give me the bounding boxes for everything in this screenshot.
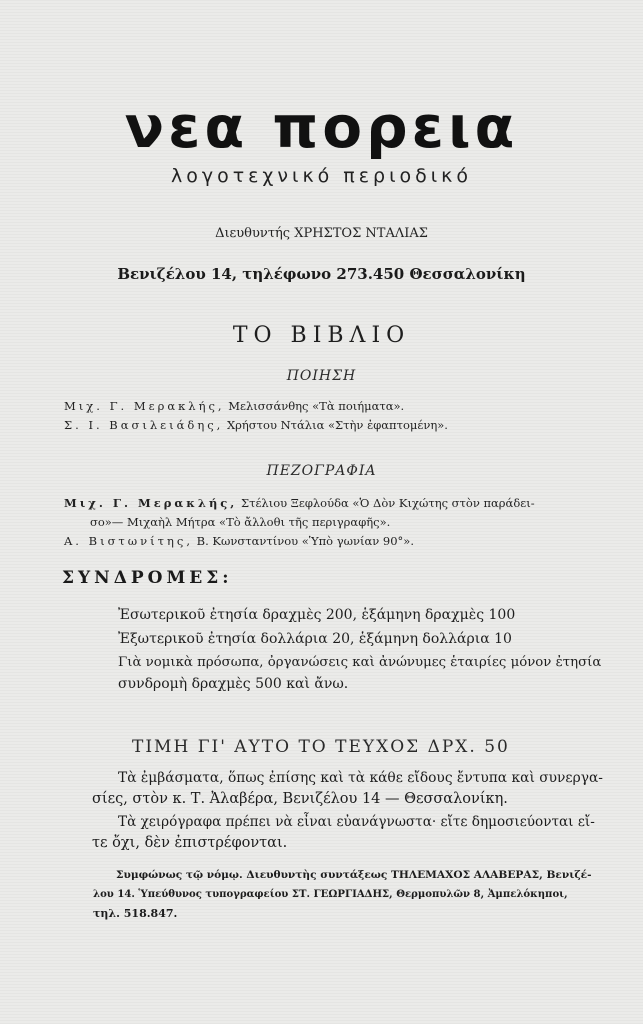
subscription-line: Γιὰ νομικὰ πρόσωπα, ὀργανώσεις καὶ ἀνώνυμες ἑταιρίες μόνον ἐτησία <box>118 655 602 670</box>
notice-line: σίες, στὸν κ. Τ. Ἀλαβέρα, Βενιζέλου 14 — Θεσσαλονίκη. <box>92 791 508 807</box>
prose-entry <box>64 533 414 549</box>
issue-price: ΤΙΜΗ ΓΙ' ΑΥΤΟ ΤΟ ΤΕΥΧΟΣ ΔΡΧ. 50 <box>132 737 510 757</box>
address-line: Βενιζέλου 14, τηλέφωνο 273.450 Θεσσαλονίκη <box>117 265 526 283</box>
entry-author: Μιχ. Γ. Μερακλής, <box>64 496 238 510</box>
subscription-line: συνδρομὴ δραχμὲς 500 καὶ ἄνω. <box>118 676 349 692</box>
prose-entry <box>64 495 535 511</box>
magazine-subtitle: λογοτεχνικό περιοδικό <box>170 165 473 187</box>
entry-text: σο»— Μιχαὴλ Μήτρα «Τὸ ἄλλοθι τῆς περιγραφῆς». <box>90 515 391 529</box>
entry-author: Α. Βιστωνίτης, <box>64 534 194 548</box>
entry-text: Μελισσάνθης «Τὰ ποιήματα». <box>228 399 405 413</box>
notice-line: Τὰ ἐμβάσματα, ὅπως ἐπίσης καὶ τὰ κάθε εἴδους ἔντυπα καὶ συνεργα- <box>118 770 603 786</box>
entry-text: Β. Κωνσταντίνου «Ὑπὸ γωνίαν 90°». <box>196 534 414 548</box>
subscription-line: Ἐσωτερικοῦ ἐτησία δραχμὲς 200, ἑξάμηνη δραχμὲς 100 <box>118 607 516 623</box>
entry-author: Μιχ. Γ. Μερακλής, <box>64 399 225 413</box>
entry-text: Χρήστου Ντάλια «Στὴν ἐφαπτομένη». <box>226 418 448 432</box>
legal-line: τηλ. 518.847. <box>93 907 178 920</box>
poetry-entry <box>64 417 448 433</box>
prose-entry-continued <box>90 514 390 530</box>
legal-line: Συμφώνως τῷ νόμῳ. Διευθυντὴς συντάξεως ΤΗΛΕΜΑΧΟΣ ΑΛΑΒΕΡΑΣ, Βενιζέ- <box>116 869 592 881</box>
legal-line: λου 14. Ὑπεύθυνος τυπογραφείου ΣΤ. ΓΕΩΡΓΙΑΔΗΣ, Θερμοπυλῶν 8, Ἀμπελόκηποι, <box>93 889 568 900</box>
director-line: Διευθυντής ΧΡΗΣΤΟΣ ΝΤΑΛΙΑΣ <box>215 226 428 241</box>
poetry-entry <box>64 398 404 414</box>
subscription-line: Ἐξωτερικοῦ ἐτησία δολλάρια 20, ἑξάμηνη δολλάρια 10 <box>118 631 512 647</box>
subscriptions-heading: ΣΥΝΔΡΟΜΕΣ: <box>62 568 233 588</box>
prose-heading: ΠΕΖΟΓΡΑΦΙΑ <box>266 463 377 479</box>
entry-text: Στέλιου Ξεφλούδα «Ὁ Δὸν Κιχώτης στὸν παράδει- <box>240 496 535 510</box>
notice-line: τε ὄχι, δὲν ἐπιστρέφονται. <box>92 835 288 851</box>
magazine-title: νεα πορεια <box>124 93 519 161</box>
notice-line: Τὰ χειρόγραφα πρέπει νὰ εἶναι εὐανάγνωστα· εἴτε δημοσιεύονται εἴ- <box>118 814 595 830</box>
section-title: ΤΟ ΒΙΒΛΙΟ <box>232 323 411 348</box>
entry-author: Σ. Ι. Βασιλειάδης, <box>64 418 224 432</box>
poetry-heading: ΠΟΙΗΣΗ <box>286 368 357 384</box>
